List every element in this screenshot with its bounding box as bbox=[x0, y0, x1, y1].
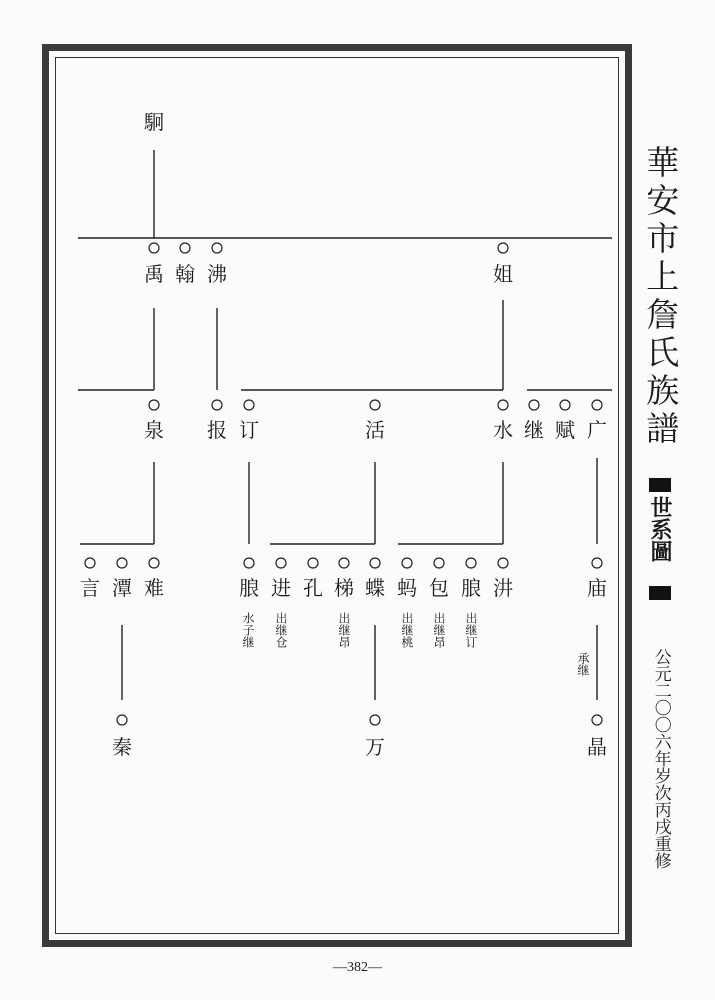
name-yu: 禹 bbox=[144, 262, 164, 286]
name-ding: 订 bbox=[239, 418, 259, 442]
name-huo: 活 bbox=[365, 418, 385, 442]
name-miao: 庙 bbox=[587, 576, 607, 600]
name-han: 翰 bbox=[175, 262, 195, 286]
note-chuji-cang: 出继仓 bbox=[274, 612, 288, 648]
name-jie: 姐 bbox=[493, 262, 513, 286]
name-lang-2: 朖 bbox=[461, 576, 481, 600]
date-note: 公元二〇〇六年岁次丙戌重修 bbox=[650, 648, 671, 869]
name-nan: 难 bbox=[144, 576, 164, 600]
name-shui: 水 bbox=[493, 418, 513, 442]
name-fei: 沸 bbox=[207, 262, 227, 286]
name-jing-2: 晶 bbox=[587, 735, 607, 759]
bracket-top bbox=[649, 478, 671, 492]
name-guang: 广 bbox=[587, 418, 607, 442]
name-qin: 秦 bbox=[112, 735, 132, 759]
name-jin: 进 bbox=[271, 576, 291, 600]
name-quan: 泉 bbox=[144, 418, 164, 442]
name-tan: 潭 bbox=[112, 576, 132, 600]
section-title: 世系圖 bbox=[647, 496, 673, 562]
note-cheng-ji: 承继 bbox=[576, 652, 590, 676]
note-chuji-ding: 出继订 bbox=[464, 612, 478, 648]
page-number: —382— bbox=[333, 960, 382, 975]
note-chuji-ang-1: 出继昂 bbox=[337, 612, 351, 648]
name-ma: 蚂 bbox=[397, 576, 417, 600]
name-ji: 继 bbox=[524, 418, 544, 442]
note-shuizi-ji: 水子继 bbox=[241, 612, 255, 648]
bracket-bottom bbox=[649, 586, 671, 600]
name-fu: 赋 bbox=[555, 418, 575, 442]
note-chuji-tao: 出继桃 bbox=[400, 612, 414, 648]
name-jing: 汫 bbox=[493, 576, 513, 600]
book-title: 華安市上詹氏族譜 bbox=[641, 145, 681, 449]
name-yan: 言 bbox=[80, 576, 100, 600]
name-die: 蝶 bbox=[365, 576, 385, 600]
name-bao: 报 bbox=[207, 418, 227, 442]
name-bao-2: 包 bbox=[429, 576, 449, 600]
name-wan: 万 bbox=[365, 735, 385, 759]
note-chuji-ang-2: 出继昂 bbox=[432, 612, 446, 648]
name-ti: 梯 bbox=[334, 576, 354, 600]
name-lang-1: 朖 bbox=[239, 576, 259, 600]
name-kong: 孔 bbox=[303, 576, 323, 600]
name-ju: 駉 bbox=[144, 110, 164, 134]
